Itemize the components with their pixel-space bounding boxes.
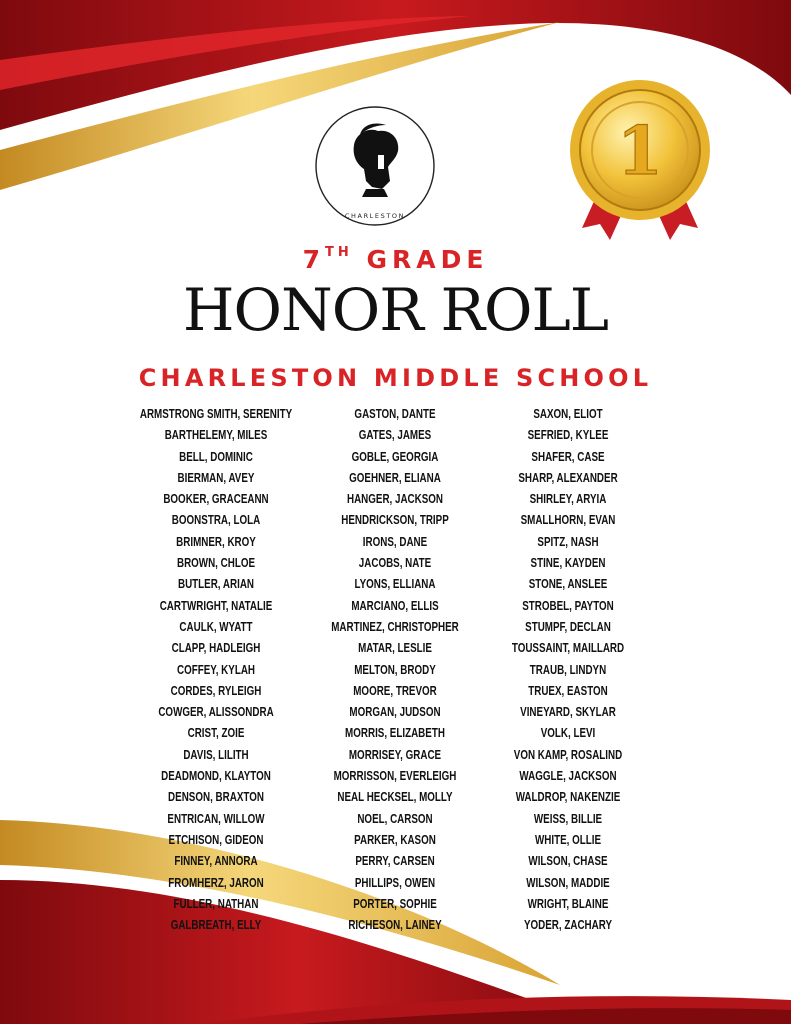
student-name: WILSON, CHASE	[528, 854, 608, 869]
student-name: DEADMOND, KLAYTON	[161, 769, 271, 784]
student-name: RICHESON, LAINEY	[348, 918, 442, 933]
student-name: BOONSTRA, LOLA	[171, 513, 261, 528]
student-name: FINNEY, ANNORA	[174, 854, 258, 869]
student-name: VOLK, LEVI	[540, 726, 596, 741]
student-name: COFFEY, KYLAH	[176, 662, 256, 677]
student-name: GOBLE, GEORGIA	[351, 449, 439, 464]
student-name: LYONS, ELLIANA	[354, 577, 436, 592]
student-name: WRIGHT, BLAINE	[527, 896, 609, 911]
student-name: MORRISEY, GRACE	[348, 747, 442, 762]
student-name: BARTHELEMY, MILES	[164, 428, 268, 443]
student-name: SPITZ, NASH	[537, 534, 599, 549]
student-name: VINEYARD, SKYLAR	[520, 705, 616, 720]
student-name: GOEHNER, ELIANA	[349, 470, 441, 485]
medal-number: 1	[617, 112, 663, 190]
student-name: BELL, DOMINIC	[179, 449, 253, 464]
page-title: HONOR ROLL	[182, 276, 609, 344]
student-name: CORDES, RYLEIGH	[170, 683, 262, 698]
student-name: WALDROP, NAKENZIE	[515, 790, 621, 805]
student-name: TOUSSAINT, MAILLARD	[511, 641, 625, 656]
student-name: HENDRICKSON, TRIPP	[341, 513, 449, 528]
student-name: BUTLER, ARIAN	[177, 577, 255, 592]
student-name: SEFRIED, KYLEE	[527, 428, 609, 443]
student-name: MELTON, BRODY	[354, 662, 436, 677]
student-name: FROMHERZ, JARON	[168, 875, 264, 890]
student-name: WILSON, MADDIE	[526, 875, 610, 890]
student-name: SMALLHORN, EVAN	[520, 513, 616, 528]
student-name: TRAUB, LINDYN	[529, 662, 607, 677]
student-name: SHIRLEY, ARYIA	[529, 492, 607, 507]
name-column-3	[443, 404, 693, 936]
logo-text: CHARLESTON	[344, 212, 406, 220]
student-name: MARTINEZ, CHRISTOPHER	[331, 619, 459, 634]
student-name: YODER, ZACHARY	[523, 918, 613, 933]
student-name: MATAR, LESLIE	[358, 641, 432, 656]
student-name: WEISS, BILLIE	[533, 811, 603, 826]
student-name: PHILLIPS, OWEN	[354, 875, 436, 890]
student-name: MARCIANO, ELLIS	[351, 598, 439, 613]
student-name: DAVIS, LILITH	[183, 747, 249, 762]
student-name: SHAFER, CASE	[531, 449, 605, 464]
student-name: IRONS, DANE	[362, 534, 428, 549]
student-name: JACOBS, NATE	[358, 556, 432, 571]
student-name: CARTWRIGHT, NATALIE	[159, 598, 273, 613]
student-name: NEAL HECKSEL, MOLLY	[337, 790, 453, 805]
student-name: WHITE, OLLIE	[534, 832, 602, 847]
student-name: FULLER, NATHAN	[173, 896, 259, 911]
student-name: MOORE, TREVOR	[353, 683, 437, 698]
student-name: ETCHISON, GIDEON	[168, 832, 264, 847]
student-name: CAULK, WYATT	[179, 619, 253, 634]
student-name: PERRY, CARSEN	[355, 854, 435, 869]
student-name: SAXON, ELIOT	[533, 407, 603, 421]
student-name: STROBEL, PAYTON	[522, 598, 614, 613]
student-name: GASTON, DANTE	[354, 407, 436, 421]
student-name: WAGGLE, JACKSON	[519, 769, 617, 784]
school-name: CHARLESTON MIDDLE SCHOOL	[138, 364, 653, 392]
student-name: STUMPF, DECLAN	[525, 619, 611, 634]
student-name: CLAPP, HADLEIGH	[171, 641, 261, 656]
student-name: MORRIS, ELIZABETH	[345, 726, 445, 741]
student-name: STONE, ANSLEE	[528, 577, 608, 592]
student-name: BRIMNER, KROY	[176, 534, 256, 549]
student-name: MORGAN, JUDSON	[349, 705, 441, 720]
gold-medal-icon	[560, 78, 720, 248]
student-name: STINE, KAYDEN	[530, 556, 606, 571]
student-name: SHARP, ALEXANDER	[518, 470, 618, 485]
student-name: VON KAMP, ROSALIND	[513, 747, 623, 762]
student-name: BIERMAN, AVEY	[177, 470, 255, 485]
student-name: MORRISSON, EVERLEIGH	[333, 769, 457, 784]
student-name: PORTER, SOPHIE	[353, 896, 437, 911]
student-name: ENTRICAN, WILLOW	[167, 811, 265, 826]
school-logo	[314, 105, 436, 227]
student-name: COWGER, ALISSONDRA	[158, 705, 274, 720]
student-name: CRIST, ZOIE	[187, 726, 245, 741]
student-name: DENSON, BRAXTON	[168, 790, 264, 805]
student-name: TRUEX, EASTON	[528, 683, 608, 698]
student-name: PARKER, KASON	[354, 832, 436, 847]
student-name: GATES, JAMES	[358, 428, 432, 443]
student-name: NOEL, CARSON	[357, 811, 433, 826]
student-name: BROWN, CHLOE	[176, 556, 256, 571]
student-name: ARMSTRONG SMITH, SERENITY	[139, 407, 293, 421]
student-name: HANGER, JACKSON	[346, 492, 444, 507]
student-name: GALBREATH, ELLY	[170, 918, 262, 933]
student-name: BOOKER, GRACEANN	[163, 492, 269, 507]
grade-heading: 7TH GRADE	[302, 244, 489, 274]
